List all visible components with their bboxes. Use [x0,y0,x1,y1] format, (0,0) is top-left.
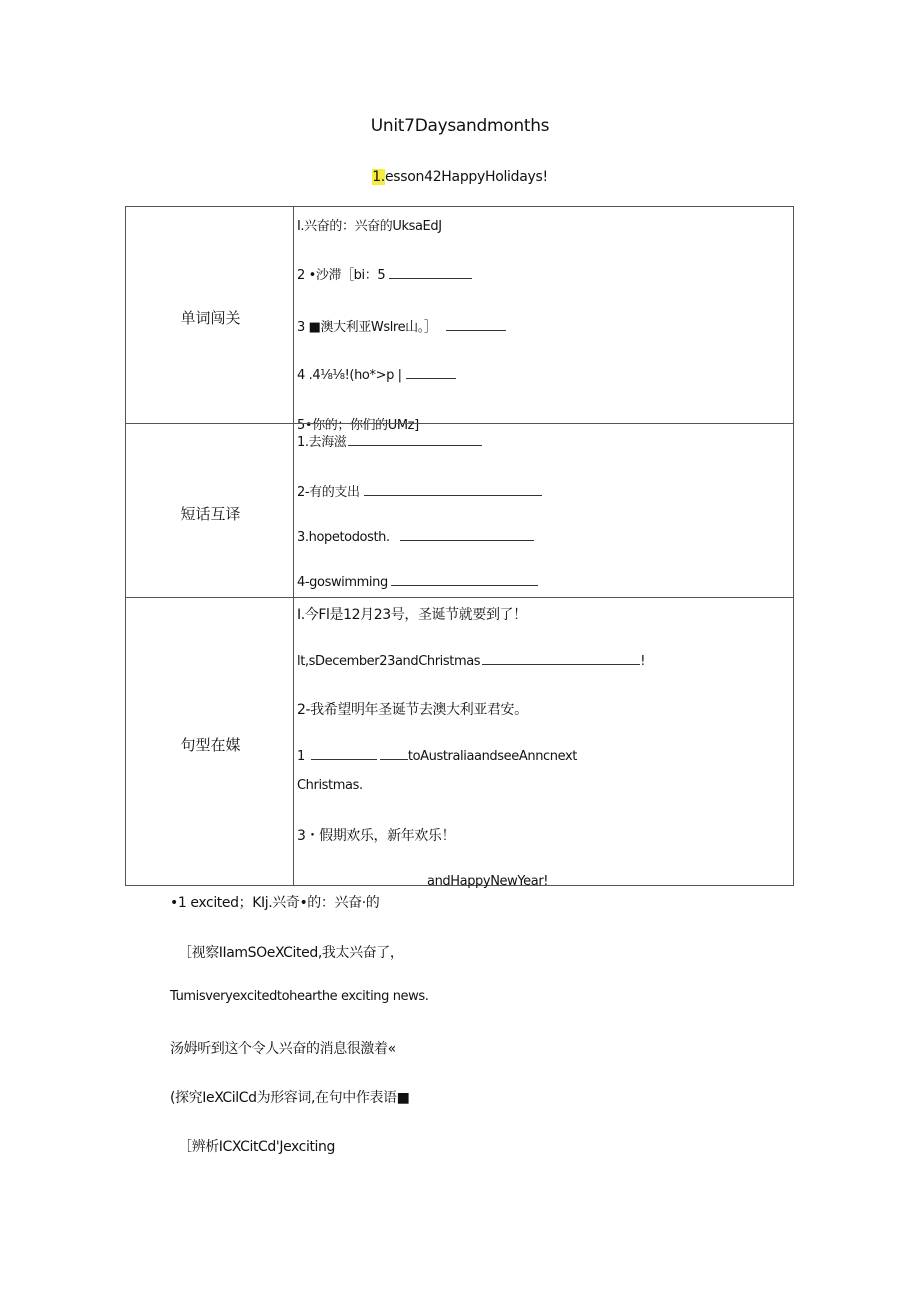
phrase-item-3-text: 3.hopetodosth. [297,530,390,545]
note-line-3: Tumisveryexcitedtohearthe exciting news. [170,989,429,1004]
lesson-number-highlight: 1. [372,169,385,185]
vocab-item-4-text: 4 .4⅛⅛!(ho*>p | [297,368,402,383]
answer-blank[interactable] [482,652,640,665]
phrase-label: 短话互译 [180,505,241,523]
note-line-5: (探究IeXCilCd为形容词,在句中作表语■ [170,1090,410,1106]
sentence-item-2-en [297,747,577,764]
phrase-item-1 [297,431,482,450]
answer-blank[interactable] [400,528,534,541]
vocab-item-2-text: 2 •沙滞［bi：5 [297,268,386,283]
sentence-item-1-cn: I.今Fl是12月23号，圣诞节就要到了！ [297,607,527,623]
phrase-item-2 [297,481,542,500]
answer-blank[interactable] [446,318,506,331]
lesson-title-text: esson42HappyHolidays! [384,169,548,185]
note-line-2: ［视察IIamSOeXCited,我太兴奋了， [178,945,404,961]
sentence-item-2-cn: 2-我希望明年圣诞节去澳大利亚君安。 [297,702,528,718]
lesson-title [0,169,920,185]
phrase-item-3 [297,528,534,545]
note-line-1: •1 excited；KIj.兴奇•的：兴奋·的 [170,895,380,911]
sentence-item-1-en [297,652,645,669]
answer-blank[interactable] [391,573,538,586]
vocab-item-1: I.兴奋的：兴奋的UksaEdJ [297,219,442,234]
answer-blank[interactable] [380,747,408,760]
vocab-item-3 [297,316,506,335]
phrase-item-1-text: 1.去海滋 [297,435,347,450]
sentence-item-2-num: 1 [297,749,305,764]
phrase-item-2-text: 2-有的支出 [297,485,360,500]
sentence-item-3-en: andHappyNewYear! [427,874,549,889]
sentence-item-1-end: ! [640,654,645,669]
vocab-item-3-text: 3 ■澳大利亚Wslre山。］ [297,320,437,335]
note-line-6: ［辨析ICXCitCd'Jexciting [178,1139,336,1155]
sentence-content-cell [293,597,794,889]
sentence-item-3-cn: 3・假期欢乐，新年欢乐！ [297,828,456,844]
unit-title: Unit7Daysandmonths [370,116,550,136]
answer-blank[interactable] [406,366,456,379]
answer-blank[interactable] [389,266,472,279]
vocab-item-5: 5•你的；你们的UMz] [297,418,419,433]
sentence-item-2-en-text: toAustraliaandseeAnncnext [407,749,577,764]
phrase-item-4-text: 4-goswimming [297,575,388,590]
sentence-label-cell [125,597,294,886]
answer-blank[interactable] [311,747,377,760]
phrase-content-cell [293,423,794,598]
sentence-item-2-cont: Christmas. [297,778,363,793]
answer-blank[interactable] [364,483,542,496]
phrase-label-cell [125,423,294,598]
answer-blank[interactable] [348,433,482,446]
vocab-item-2 [297,264,472,283]
note-line-4: 汤姆听到这个令人兴奋的消息很激着« [170,1041,396,1057]
phrase-item-4 [297,573,538,590]
vocabulary-label-cell [125,206,294,424]
vocab-item-4 [297,366,456,383]
sentence-label: 句型在媒 [180,736,241,754]
vocabulary-label: 单词闯关 [180,309,241,327]
vocabulary-content-cell [293,206,794,433]
sentence-item-1-en-text: lt,sDecember23andChristmas [297,654,481,669]
